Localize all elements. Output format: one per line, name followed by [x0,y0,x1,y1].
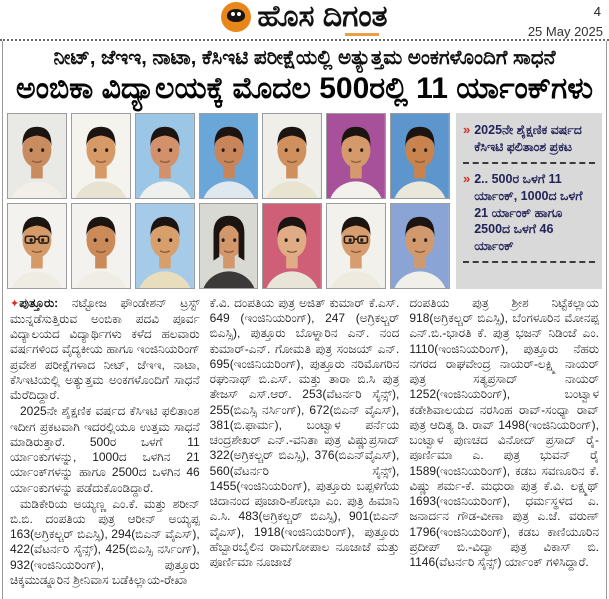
student-photo [135,203,195,289]
headline-kicker: ನೀಟ್, ಜೆಇಇ, ನಾಟಾ, ಕೆಸಿಇಟಿ ಪರೀಕ್ಷೆಯಲ್ಲಿ ಅತ್ಯುತ್ತಮ ಅಂಕಗಳೊಂದಿಗೆ ಸಾಧನೆ [53,47,556,69]
portrait-avatar [200,114,258,198]
body-paragraph: 2025ನೇ ಶೈಕ್ಷಣಿಕ ವರ್ಷದ ಕೆಸಿಇಟಿ ಫಲಿತಾಂಶ ಇದೀಗ ಪ್ರಕಟವಾಗಿ ಇದರಲ್ಲಿಯೂ ಉತ್ತಮ ಸಾಧನೆ ಮಾಡಿರುತ್ತಾರೆ. 500ರ ಒಳಗೆ 11 ರ್ಯಾಂಕುಗಳನ್ನು, 1000ದ ಒಳಗಿನ 21 ರ್ಯಾಂಕ್‌ಗಳನ್ನು ಹಾಗೂ 2500ದ ಒಳಗಿನ 46 ರ್ಯಾಂಕುಗಳನ್ನು ಪಡೆದುಕೊಂಡಿದ್ದಾರೆ. [10,404,200,495]
sidebar-item-result-announced [463,120,595,164]
media-row [3,111,606,292]
portrait-avatar [327,114,385,198]
double-arrow-icon: » [463,122,471,137]
newspaper-title: ಹೊಸ ದಿಗಂತ [257,0,388,33]
issue-date: 25 May 2025 [527,24,603,39]
headline-main: ಅಂಬಿಕಾ ವಿದ್ಯಾಲಯಕ್ಕೆ ಮೊದಲ 500ರಲ್ಲಿ 11 ರ್ಯಾಂಕ್‌ಗಳು [15,72,594,105]
student-photo [199,113,259,199]
student-photo [262,203,322,289]
portrait-avatar [391,204,449,288]
highlights-sidebar [456,113,602,289]
portrait-avatar [8,204,66,288]
portrait-avatar [72,114,130,198]
portrait-avatar [8,114,66,198]
body-paragraph: ದಂಪತಿಯ ಪುತ್ರ ಶ್ರೀಶ ನಿಟ್ಟೆಕಲ್ಲಾಯ 918(ಅಗ್ರಿಕಲ್ಚರ್ ಬಿಎಸ್ಸಿ), ಬೆಂಗಳೂರಿನ ಮೋನಪ್ಪ ಎನ್.ಬಿ.-ಭಾರತಿ ಕೆ. ಪುತ್ರ ಭಜನ್ ನಿಡಿಂಜೆ ಎಂ. 1110(ಇಂಜಿನಿಯರಿಂಗ್), ಪುತ್ತೂರು ನೆಹರು ನಗರದ ರಾಘವೇಂದ್ರ ನಾಯರ್-ಲಕ್ಷ್ಮಿ ನಾಯರ್ ಪುತ್ರ ಸತ್ಯಪ್ರಸಾದ್ ನಾಯರ್ 1252(ಇಂಜಿನಿಯರಿಂಗ್), ಬಂಟ್ವಾಳ ಕಡೇಶಿವಾಲಯದ ನರಸಿಂಹ ರಾವ್-ಸಂಧ್ಯಾ ರಾವ್ ಪುತ್ರ ಆದಿತ್ಯ ಡಿ. ರಾವ್ 1498(ಇಂಜಿನಿಯರಿಂಗ್), ಬಂಟ್ವಾಳ ಪುಣಚದ ವಿನೋದ್ ಪ್ರಸಾದ್ ರೈ-ಪೂರ್ಣಿಮಾ ಎ. ಪುತ್ರ ಭುವನ್ ರೈ 1589(ಇಂಜಿನಿಯರಿಂಗ್), ಕಡಬ ಸವಣೂರಿನ ಕೆ. ವಿಷ್ಣು ಶರ್ಮ-ಕೆ. ಮಧುರಾ ಪುತ್ರ ಕೆ.ವಿ. ಲಕ್ಷ್ಮಥ್ 1693(ಇಂಜಿನಿಯರಿಂಗ್), ಧರ್ಮಸ್ಥಳದ ಎ. ಜನಾರ್ದನ ಗೌಡ-ವೀಣಾ ಪುತ್ರ ಎ.ಜೆ. ವರುಣ್ 1796(ಇಂಜಿನಿಯರಿಂಗ್), ಕಡಬ ಕಾಣಿಯೂರಿನ ಪ್ರದೀಪ್ ಬಿ.-ವಿದ್ಯಾ ಪುತ್ರ ವಿಕಾಸ್ ಬಿ. 1146(ವೆಟರ್ನರಿ ಸೈನ್ಸ್) ರ್ಯಾಂಕ್ ಗಳಿಸಿದ್ದಾರೆ. [409,296,600,569]
red-diamond-icon: ✦ [10,298,20,310]
portrait-avatar [327,204,385,288]
body-column-3 [409,296,599,589]
sidebar-item-rank-counts [463,169,595,263]
article-body [3,292,606,589]
portrait-avatar [263,114,321,198]
sidebar-item-text: 2025ನೇ ಶೈಕ್ಷಣಿಕ ವರ್ಷದ ಕೆಸಿಇಟಿ ಫಲಿತಾಂಶ ಪ್ರಕಟ [474,123,582,154]
portrait-avatar [200,204,258,288]
masthead-tagline-mark [345,33,379,36]
masthead [0,0,609,41]
portrait-avatar [136,114,194,198]
student-photo [390,203,450,289]
headline-block [3,41,606,111]
dateline: ಪುತ್ತೂರು: [19,296,59,310]
student-photo [326,113,386,199]
portrait-avatar [72,204,130,288]
student-photo [199,203,259,289]
student-photo [326,203,386,289]
hosa-digantha-logo-icon [221,2,251,32]
body-column-2 [210,296,400,589]
article-frame [2,41,607,599]
page-number: 4 [593,4,601,19]
student-photo [262,113,322,199]
student-photo [7,203,67,289]
student-photo [135,113,195,199]
student-photo [71,113,131,199]
student-photo [71,203,131,289]
body-paragraph: ಕೆ.ವಿ. ದಂಪತಿಯ ಪುತ್ರ ಅಜಿತ್ ಕುಮಾರ್ ಕೆ.ಎಸ್. 649 (ಇಂಜಿನಿಯರಿಂಗ್), 247 (ಅಗ್ರಿಕಲ್ಚರ್ ಬಿಎಸ್ಸಿ), ಪುತ್ತೂರು ಬೊಳ್ನಾರಿನ ಎನ್. ನಂದ ಕುಮಾರ್-ಎನ್. ಗೋಮತಿ ಪುತ್ರ ಸಂಜಯ್ ಎನ್. 695(ಇಂಜಿನಿಯರಿಂಗ್), ಪುತ್ತೂರು ನರಿಮೊಗರಿನ ರಘುನಾಥ್ ಬಿ.ಎಸ್. ಮತ್ತು ತಾರಾ ಬಿ.ಸಿ ಪುತ್ರ ತೇಜಸ್ ಎಸ್.ಆರ್. 253(ವೆಟರ್ನರಿ ಸೈನ್ಸ್), 255(ಬಿಎಸ್ಸಿ ನರ್ಸಿಂಗ್), 672(ಬಿಎನ್ ವೈಎಸ್), 381(ಬಿ.ಫಾರ್ಮ), ಬಂಟ್ವಾಳ ಪರ್ನೆಯ ಚಂದ್ರಶೇಖರ್ ಎನ್.-ವನಿತಾ ಪುತ್ರ ವಿಷ್ಣುಪ್ರಸಾದ್ 322(ಅಗ್ರಿಕಲ್ಚರ್ ಬಿಎಸ್ಸಿ), 376(ಬಿಎನ್‌ವೈಎಸ್), 560(ವೆಟರ್ನರಿ ಸೈನ್ಸ್), 1455(ಇಂಜಿನಿಯರಿಂಗ್), ಪುತ್ತೂರು ಬಪ್ಪಳಿಗೆಯ ಚಿದಾನಂದ ಪೂಜಾರಿ-ಶೋಭಾ ಎಂ. ಪುತ್ರಿ ಹಿಮಾನಿ ಎ.ಸಿ. 483(ಅಗ್ರಿಕಲ್ಚರ್ ಬಿಎಸ್ಸಿ), 901(ಬಿಎನ್ ವೈಎಸ್), 1918(ಇಂಜಿನಿಯರಿಂಗ್), ಪುತ್ತೂರು ಹೆಬ್ಬಾರಬೈಲಿನ ರಾಮಗೋಪಾಲ ನೂಜಾಜೆ ಮತ್ತು ಪೂರ್ಣಿಮಾ ನೂಜಾಜೆ [209,296,400,569]
student-photo-grid [7,113,450,289]
student-photo [7,113,67,199]
portrait-avatar [136,204,194,288]
double-arrow-icon: » [463,170,471,186]
body-column-1 [10,296,200,589]
portrait-avatar [263,204,321,288]
portrait-avatar [391,114,449,198]
student-photo [390,113,450,199]
body-paragraph: ನಟ್ಟೋಜ ಫೌಂಡೇಶನ್ ಟ್ರಸ್ಟ್ ಮುನ್ನಡೆಸುತ್ತಿರುವ ಅಂಬಿಕಾ ಪದವಿ ಪೂರ್ವ ವಿದ್ಯಾಲಯದ ವಿದ್ಯಾರ್ಥಿಗಳು ಕಳೆದ ಹಲವಾರು ವರ್ಷಗಳಿಂದ ವೈದ್ಯಕೀಯ ಹಾಗೂ ಇಂಜಿನಿಯರಿಂಗ್ ಪ್ರವೇಶ ಪರೀಕ್ಷೆಗಳಾದ ನೀಟ್, ಜೆಇಇ, ನಾಟಾ, ಕೆಸಿಇಟಿಯಲ್ಲಿ ಅತ್ಯುತ್ತಮ ಅಂಕಗಳೊಂದಿಗೆ ಸಾಧನೆ ಮೆರೆದಿದ್ದಾರೆ. [10,296,200,403]
sidebar-item-text: 2.. 500ರ ಒಳಗೆ 11 ರ್ಯಾಂಕ್, 1000ದ ಒಳಗೆ 21 ರ್ಯಾಂಕ್ ಹಾಗೂ 2500ದ ಒಳಗೆ 46 ರ್ಯಾಂಕ್ [474,171,583,254]
body-paragraph: ಮಡಿಕೇರಿಯ ಅಯ್ಯಣ್ಣ ಎಂ.ಕೆ. ಮತ್ತು ಶರೀನ್ ಬಿ.ಬಿ. ದಂಪತಿಯ ಪುತ್ರ ಆರೀನ್ ಅಯ್ಯಪ್ಪ 163(ಅಗ್ರಿಕಲ್ಚರ್ ಬಿಎಸ್ಸಿ), 294(ಬಿಎನ್ ವೈಎಸ್), 422(ವೆಟರ್ನರಿ ಸೈನ್ಸ್), 425(ಬಿಎಸ್ಸಿ ನರ್ಸಿಂಗ್), 932(ಇಂಜಿನಿಯರಿಂಗ್), ಪುತ್ತೂರು ಚಿಕ್ಕಮುಡ್ನೂರಿನ ಶ್ರೀನಿವಾಸ ಬಡೆಕಿಲ್ಲಾಯ-ರೇಖಾ [10,496,200,587]
